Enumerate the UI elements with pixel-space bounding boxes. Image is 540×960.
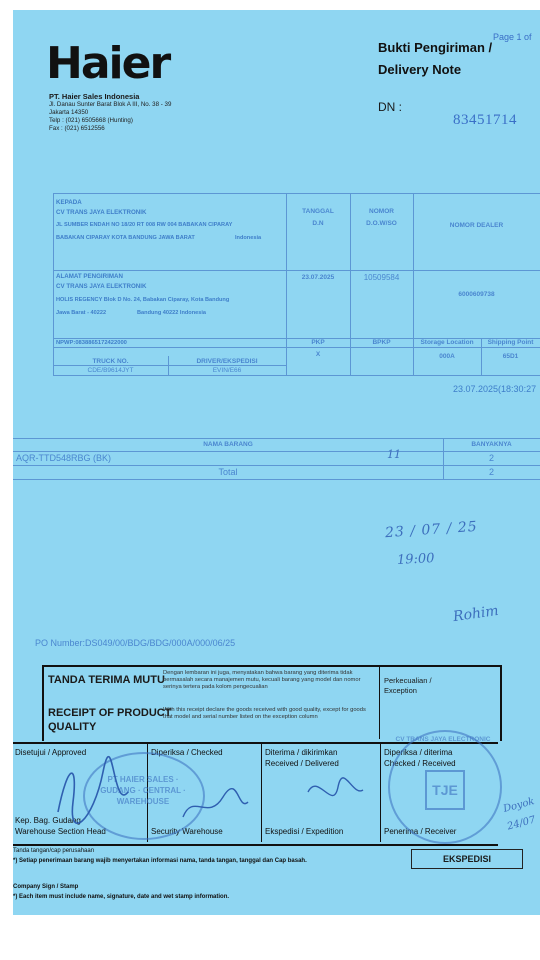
dn-number: 83451714 [453,112,517,128]
bpkp-header: BPKP [372,339,391,346]
company-fax: Fax : (021) 6512556 [49,125,105,132]
exception-label-en: Exception [384,686,417,695]
shipping-point-value: 65D1 [502,353,519,360]
recipient-country: Indonesia [235,235,262,241]
print-timestamp: 23.07.2025(18:30:27 [453,384,537,394]
doc-title-id: Bukti Pengiriman / [378,40,493,55]
receiver-label: Penerima / Receiver [384,827,457,836]
checked-label: Diperiksa / Checked [151,748,223,757]
shipping-address: Jawa Barat - 40222 [56,310,107,316]
company-address-line: Jakarta 14350 [49,109,89,116]
item-qty-header: BANYAKNYA [471,441,512,448]
shipping-address-label: ALAMAT PENGIRIMAN [56,273,123,280]
receipt-title-en: RECEIPT OF PRODUCT [48,707,172,719]
items-table-border [13,479,540,480]
handwritten-note-date: 24/07 [506,814,537,833]
handwritten-signature: Rohim [452,602,500,626]
signature-scribbles [33,752,373,832]
handwritten-time: 19:00 [396,551,435,568]
shipping-address: Bandung 40222 Indonesia [137,310,207,316]
kepada-label: KEPADA [56,199,82,206]
shipping-address: HOLIS REGENCY Blok D No. 24, Babakan Ciparay, Kota Bandung [56,297,230,303]
total-label: Total [218,467,238,477]
shipping-customer: CV TRANS JAYA ELEKTRONIK [56,283,147,290]
nomor-header: NOMOR [369,208,394,215]
truck-header: TRUCK NO. [92,358,129,365]
receipt-text-en: With this receipt declare the goods received with good quality, except for goods that model and serial number listed on the exception column [163,707,366,721]
tanggal-subheader: D.N [312,220,324,227]
received-label-en: Received / Delivered [265,759,339,768]
ekspedisi-copy-box: EKSPEDISI [411,849,523,869]
handwritten-date: 23 / 07 / 25 [384,518,479,542]
pkp-header: PKP [311,339,325,346]
po-number: PO Number:DS049/00/BDG/BDG/000A/000/06/25 [35,638,236,648]
dealer-header: NOMOR DEALER [449,222,504,229]
table-border [413,193,414,376]
haier-logo: Haier [46,38,170,89]
table-border [53,375,540,376]
checked-received-label: Diperiksa / diterima [384,748,453,757]
signature-divider [380,742,381,842]
warehouse-stamp-text: PT HAIER SALES · GUDANG · CENTRAL · WAREHOUSE [100,775,186,806]
dealer-stamp-text: CV TRANS JAYA ELECTRONIC [395,736,491,743]
driver-name: EVIN/E66 [212,367,242,374]
receipt-title-en-2: QUALITY [48,721,97,733]
security-label: Security Warehouse [151,827,223,836]
tanggal-header: TANGGAL [302,208,334,215]
page-indicator: Page 1 of [493,32,532,42]
driver-header: DRIVER/EKSPEDISI [196,358,258,365]
table-border [53,270,540,271]
handwritten-check: 11 [387,448,401,461]
order-number: 10509584 [363,273,400,282]
receipt-divider [379,665,380,739]
approved-label: Disetujui / Approved [15,748,87,757]
checked-received-label-en: Checked / Received [384,759,456,768]
table-border [53,193,54,376]
dealer-stamp-initials: TJE [425,770,465,810]
storage-value: 000A [439,353,455,360]
company-name: PT. Haier Sales Indonesia [49,92,140,101]
truck-number: CDE/B9614JYT [87,367,134,374]
recipient-address: JL SUMBER ENDAH NO 18/20 RT 008 RW 004 BABAKAN CIPARAY [56,222,233,228]
company-sign-text: *) Each item must include name, signature, date and wet stamp information. [13,894,230,900]
warehouse-head-label-en: Warehouse Section Head [15,827,106,836]
exception-label: Perkecualian / [384,676,432,685]
company-sign-label: Company Sign / Stamp [13,884,79,890]
table-border [53,365,286,366]
dn-label: DN : [378,100,402,114]
delivery-note-sheet [13,10,540,915]
item-name: AQR-TTD548RBG (BK) [16,453,112,463]
nomor-subheader: D.O.W/SO [366,220,397,227]
expedition-label: Ekspedisi / Expedition [265,827,344,836]
storage-header: Storage Location [420,339,474,346]
receipt-title-id: TANDA TERIMA MUTU [48,674,165,686]
items-table-border [13,451,540,452]
npwp: NPWP:0838865172422000 [56,340,127,346]
signature-note-text: *) Setiap penerimaan barang wajib menyertakan informasi nama, tanda tangan, tanggal dan Cap basah. [13,858,307,864]
dealer-number: 6000609738 [458,291,495,298]
doc-title-en: Delivery Note [378,62,462,77]
shipping-point-header: Shipping Point [487,339,534,346]
recipient-address: BABAKAN CIPARAY KOTA BANDUNG JAWA BARAT [56,235,195,241]
pkp-value: X [315,351,321,358]
item-qty: 2 [488,453,494,463]
items-table-border [13,438,540,439]
table-border [53,347,540,348]
company-phone: Telp : (021) 6505668 (Hunting) [49,117,133,124]
received-label: Diterima / dikirimkan [265,748,338,757]
recipient-name: CV TRANS JAYA ELEKTRONIK [56,209,147,216]
item-name-header: NAMA BARANG [203,441,253,448]
handwritten-note: Doyok [502,796,536,815]
table-border [53,193,540,194]
items-table-border [13,465,540,466]
receipt-text-id: Dengan lembaran ini juga, menyatakan bahwa barang yang diterima tidak bermasalah secara manajemen mutu, kecuali barang yang model dan nomor serinya tertera pada kolom pengecualian [163,670,361,691]
total-qty: 2 [488,467,494,477]
company-address-line: Jl. Danau Sunter Barat Blok A III, No. 38 - 39 [49,101,172,108]
signature-note-label: Tanda tangan/cap perusahaan [13,848,95,854]
delivery-date: 23.07.2025 [301,274,335,281]
warehouse-head-label: Kep. Bag. Gudang [15,816,81,825]
